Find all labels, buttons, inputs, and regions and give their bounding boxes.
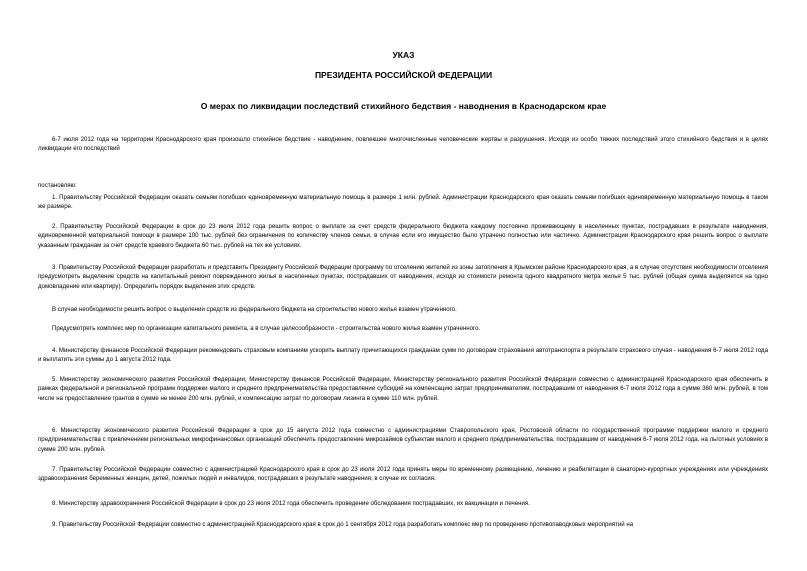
paragraph-2: 2. Правительству Российской Федерации в срок до 23 июля 2012 года решить вопрос о выплате за счет средств федерального бюджета каждому постоянно проживающему в населенных пунктах, пострадавших в результате наводнения, единовременной материальной помощи в размере 100 тыс. рублей без ограничения по количеству членов семьи, в случае если его имущество было утрачено полностью или частично. Администрации Краснодарского края решить вопрос о выплате указанным гражданам за счет средств краевого бюджета 60 тыс. рублей на тех же условиях. — [38, 223, 768, 249]
paragraph-6: 6. Министерству экономического развития Российской Федерации в срок до 15 августа 2012 года совместно с администрациями Ставропольского края, Ростовской области по государственной программе поддержки малого и среднего предпринимательства с привлечением региональных микрофинансовых организаций обеспечить предоставление микрозаймов субъектам малого и среднего предпринимательства, пострадавшим от наводнения 6-7 июля 2012 года, на льготных условиях в сумме 200 млн. рублей. — [38, 427, 768, 453]
paragraph-3a: В случае необходимости решить вопрос о выделении средств из федерального бюджета на строительство нового жилья взамен утраченного. — [52, 306, 457, 313]
decree-word: постановляю: — [38, 182, 77, 189]
paragraph-5: 5. Министерству экономического развития Российской Федерации, Министерству финансов Российской Федерации, Министерству регионального развития Российской Федерации совместно с администрацией Краснодарского края обеспечить в рамках федеральной и региональной программ поддержки малого и среднего предпринимательства предоставление субсидий на компенсацию затрат предпринимателям, пострадавшим от наводнения 6-7 июля 2012 года в сумме 360 млн. рублей, в том числе на предоставление грантов в сумме не менее 200 млн. рублей, и компенсацию затрат по договорам лизинга в сумме 110 млн. рублей. — [38, 376, 768, 402]
paragraph-8: 8. Министерству здравоохранения Российской Федерации в срок до 23 июля 2012 года обеспечить проведение обследования пострадавших, их вакцинации и лечения. — [52, 500, 530, 507]
decree-issuer: ПРЕЗИДЕНТА РОССИЙСКОЙ ФЕДЕРАЦИИ — [314, 70, 493, 80]
paragraph-3: 3. Правительству Российской Федерации разработать и представить Президенту Российской Федерации программу по отселению жителей из зоны затопления в Крымском районе Краснодарского края, а в случае отсутствия необходимости отселения предусмотреть выделение средств на капитальный ремонт поврежденного жилья в населенных пунктах, пострадавших от наводнения, исходя из стоимости ремонта одного квадратного метра жилья 5 тыс. рублей (общая сумма выделяется на одно домовладение или квартиру). Определить порядок выделения этих средств. — [38, 264, 768, 290]
paragraph-4: 4. Министерству финансов Российской Федерации рекомендовать страховым компаниям ускорить выплату причитающихся гражданам сумм по договорам страхования автотранспорта в результате страхового случая - наводнения 6-7 июля 2012 года и выплатить эти суммы до 1 августа 2012 года. — [38, 347, 768, 364]
preamble-paragraph: 6-7 июля 2012 года на территории Краснодарского края произошло стихийное бедствие - наводнение, повлекшее многочисленные человеческие жертвы и разрушения. Исходя из особо тяжких последствий этого стихийного бедствия и в целях ликвидации его последствий — [38, 136, 768, 153]
paragraph-7: 7. Правительству Российской Федерации совместно с администрацией Краснодарского края в срок до 23 июля 2012 года принять меры по временному размещению, лечению и реабилитации в санаторно-курортных учреждениях или учреждениях здравоохранения беременных женщин, детей, пожилых людей и инвалидов, пострадавших в результате наводнения, в случае их согласия. — [38, 466, 768, 483]
decree-title: О мерах по ликвидации последствий стихийного бедствия - наводнения в Краснодарском крае — [200, 101, 607, 111]
paragraph-3b: Предусмотреть комплекс мер по организации капитального ремонта, а в случае целесообразности - строительства нового жилья взамен утраченного. — [52, 325, 481, 332]
paragraph-9: 9. Правительству Российской Федерации совместно с администрацией Краснодарского края в срок до 1 сентября 2012 года разработать комплекс мер по проведению противопаводковых мероприятий на — [52, 521, 634, 528]
decree-kind: УКАЗ — [392, 50, 415, 60]
paragraph-1: 1. Правительству Российской Федерации оказать семьям погибших единовременную материальную помощь в размере 1 млн. рублей. Администрации Краснодарского края оказать семьям погибших единовременную материальную помощь в таком же размере. — [38, 194, 768, 211]
